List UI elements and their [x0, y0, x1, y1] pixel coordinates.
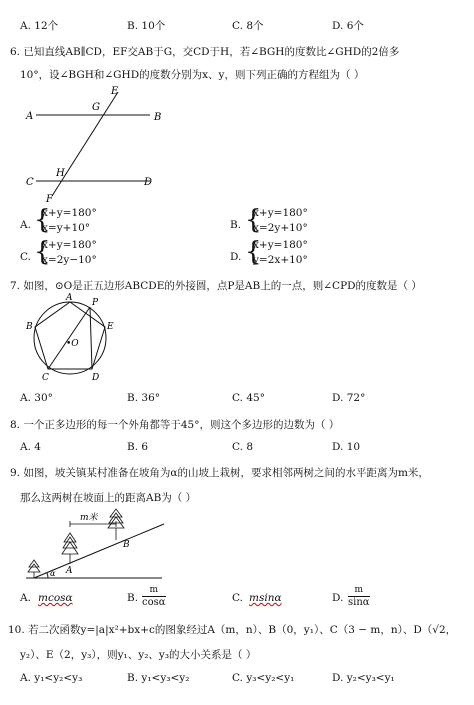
q6-option-a-letter: A. — [20, 219, 31, 231]
q7-option-b: B. 36° — [127, 392, 161, 404]
q5-option-b: B. 10个 — [127, 20, 166, 32]
q7-figure — [26, 292, 116, 384]
q5-option-c: C. 8个 — [232, 20, 264, 32]
q8-stem: 8. 一个正多边形的每一个外角都等于45°，则这个多边形的边数为（ ） — [10, 419, 340, 431]
q6-figure — [22, 86, 182, 202]
q6-option-d: { x+y=180° y=2x+10° — [245, 237, 308, 267]
label-a: A — [66, 293, 73, 303]
q9-option-d — [348, 585, 370, 609]
q10-stem-line1: 10. 若二次函数y=|a|x²+bx+c的图象经过A（m，n）、B（0，y₁）、C（3 − m，n）、D（√2， — [8, 624, 457, 636]
q5-option-d: D. 6个 — [332, 20, 364, 32]
q6-option-c: { x+y=180° x=2y−10° — [34, 237, 97, 267]
q9-figure — [24, 504, 174, 582]
label-a: A — [26, 111, 34, 122]
label-b: B — [26, 322, 33, 332]
q9-b-numerator: m — [142, 585, 166, 597]
q10-stem-line2: y₂）、E（2，y₃），则y₁、y₂、y₃的大小关系是（ ） — [20, 649, 257, 661]
label-m: m米 — [80, 513, 98, 523]
q6-option-b: { x+y=180° x=2y+10° — [245, 205, 308, 235]
label-f: F — [46, 194, 53, 202]
q10-option-c: C. y₃<y₂<y₁ — [232, 672, 295, 684]
q7-stem: 7. 如图，⊙O是正五边形ABCDE的外接圆，点P是AB上的一点，则∠CPD的度数是（ ） — [10, 280, 422, 292]
q6-option-d-letter: D. — [230, 251, 242, 263]
label-o: •O — [66, 339, 79, 349]
q6-option-a: { x+y=180° x=y+10° — [34, 205, 97, 235]
q6-a-eq2: x=y+10° — [42, 222, 91, 234]
label-h: H — [56, 168, 65, 179]
q9-option-c-letter: C. — [232, 592, 243, 604]
q9-option-b-letter: B. — [127, 592, 139, 604]
q6-option-b-letter: B. — [230, 219, 242, 231]
q6-a-eq1: x+y=180° — [42, 207, 97, 219]
label-a: A — [66, 566, 73, 576]
q9-option-a: mcosα — [38, 592, 73, 604]
q9-option-d-letter: D. — [332, 592, 344, 604]
q6-stem-line1: 6. 已知直线AB∥CD，EF交AB于G，交CD于H，若∠BGH的度数比∠GHD的2倍多 — [10, 46, 400, 58]
label-d: D — [92, 373, 100, 383]
label-alpha: α — [50, 569, 56, 578]
segment-pd — [90, 307, 92, 369]
q6-d-eq2: y=2x+10° — [253, 254, 308, 266]
q6-c-eq2: x=2y−10° — [42, 254, 97, 266]
q6-d-eq1: x+y=180° — [253, 239, 308, 251]
label-c: C — [26, 177, 34, 188]
q9-d-denominator: sinα — [348, 597, 370, 608]
q7-option-c: C. 45° — [232, 392, 265, 404]
q6-b-eq1: x+y=180° — [253, 207, 308, 219]
segment-pc — [48, 307, 90, 369]
q8-option-b: B. 6 — [127, 441, 149, 453]
q7-option-d: D. 72° — [332, 392, 366, 404]
q9-stem-line1: 9. 如图，坡关镇某村准备在坡角为α的山坡上栽树，要求相邻两树之间的水平距离为m米， — [10, 467, 429, 479]
q10-option-b: B. y₁<y₃<y₂ — [127, 672, 190, 684]
q9-d-numerator: m — [348, 585, 370, 597]
q6-c-eq1: x+y=180° — [42, 239, 97, 251]
angle-arc — [47, 573, 48, 578]
q9-stem-line2: 那么这两树在坡面上的距离AB为（ ） — [20, 492, 197, 504]
q10-option-a: A. y₁<y₂<y₃ — [20, 672, 83, 684]
label-e: E — [107, 322, 114, 332]
label-c: C — [42, 373, 49, 383]
q8-option-c: C. 8 — [232, 441, 254, 453]
circumcircle — [34, 302, 106, 374]
q5-option-a: A. 12个 — [20, 20, 59, 32]
tree-a — [62, 533, 78, 564]
label-b: B — [123, 540, 130, 550]
label-g: G — [92, 102, 100, 113]
q9-option-a-letter: A. — [20, 592, 31, 604]
q8-option-a: A. 4 — [20, 441, 41, 453]
q6-stem-line2: 10°，设∠BGH和∠GHD的度数分别为x、y，则下列正确的方程组为（ ） — [20, 69, 365, 81]
q9-option-b — [142, 585, 166, 609]
tree-small — [28, 560, 40, 578]
label-e: E — [111, 86, 119, 97]
q6-b-eq2: x=2y+10° — [253, 222, 308, 234]
q9-b-denominator: cosα — [142, 597, 166, 608]
q6-option-c-letter: C. — [20, 251, 31, 263]
line-ef — [52, 92, 118, 196]
q9-option-c: msinα — [249, 592, 282, 604]
q10-option-d: D. y₂<y₃<y₁ — [332, 672, 395, 684]
label-p: P — [92, 298, 99, 308]
label-b: B — [154, 112, 162, 123]
label-d: D — [144, 177, 153, 188]
q7-option-a: A. 30° — [20, 392, 53, 404]
q8-option-d: D. 10 — [332, 441, 361, 453]
